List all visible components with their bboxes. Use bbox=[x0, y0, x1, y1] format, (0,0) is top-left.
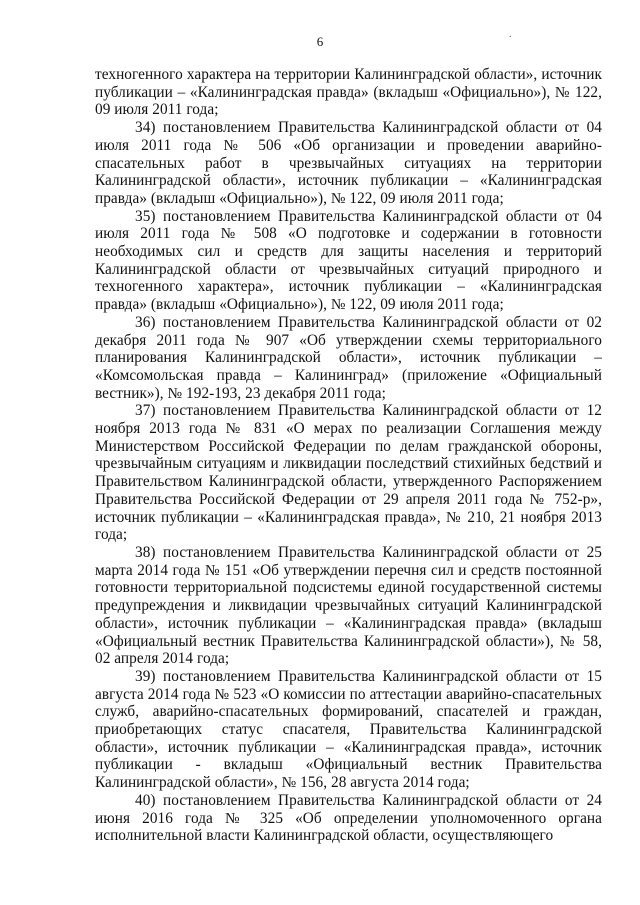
paragraph-item-37: 37) постановлением Правительства Калининградской области от 12 ноября 2013 года № 831 «О мерах по реализации Соглашения между Министерством Российской Федерации по делам гражданской обороны, чрезвычайным ситуациям и ликвидации последствий стихийных бедствий и Правительством Калининградской области, утвержденного Распоряжением Правительства Российской Федерации от 29 апреля 2011 года № 752-р», источник публикации – «Калининградская правда», № 210, 21 ноября 2013 года; bbox=[95, 402, 602, 544]
paragraph-continuation-33: техногенного характера на территории Калининградской области», источник публикации – «Калининградская правда» (вкладыш «Официально»), № 122, 09 июля 2011 года; bbox=[95, 66, 602, 119]
paragraph-item-40: 40) постановлением Правительства Калининградской области от 24 июня 2016 года № 325 «Об определении уполномоченного органа исполнительной власти Калининградской области, осуществляющего bbox=[95, 791, 602, 845]
paragraph-item-38: 38) постановлением Правительства Калининградской области от 25 марта 2014 года № 151 «Об утверждении перечня сил и средств постоянной готовности территориальной подсистемы единой государственной системы предупреждения и ликвидации чрезвычайных ситуаций Калининградской области», источник публикации – «Калининградская правда» (вкладыш «Официальный вестник Правительства Калининградской области»), № 58, 02 апреля 2014 года; bbox=[95, 543, 602, 668]
page-number: 6 bbox=[316, 34, 324, 49]
paragraph-item-34: 34) постановлением Правительства Калининградской области от 04 июля 2011 года № 506 «Об организации и проведении аварийно-спасательных работ в чрезвычайных ситуациях на территории Калининградской области», источник публикации – «Калининградская правда» (вкладыш «Официально»), № 122, 09 июля 2011 года; bbox=[95, 119, 602, 207]
scan-mark: . bbox=[509, 29, 512, 40]
paragraph-item-36: 36) постановлением Правительства Калининградской области от 02 декабря 2011 года № 907 «Об утверждении схемы территориального планирования Калининградской области», источник публикации – «Комсомольская правда – Калининград» (приложение «Официальный вестник»), № 192-193, 23 декабря 2011 года; bbox=[95, 313, 602, 402]
document-body bbox=[95, 66, 602, 845]
paragraph-item-39: 39) постановлением Правительства Калининградской области от 15 августа 2014 года № 523 «О комиссии по аттестации аварийно-спасательных служб, аварийно-спасательных формирований, спасателей и граждан, приобретающих статус спасателя, Правительства Калининградской области», источник публикации – «Калининградская правда», источник публикации - вкладыш «Официальный вестник Правительства Калининградской области», № 156, 28 августа 2014 года; bbox=[95, 667, 602, 792]
paragraph-item-35: 35) постановлением Правительства Калининградской области от 04 июля 2011 года № 508 «О подготовке и содержании в готовности необходимых сил и средств для защиты населения и территорий Калининградской области от чрезвычайных ситуаций природного и техногенного характера», источник публикации – «Калининградская правда» (вкладыш «Официально»), № 122, 09 июля 2011 года; bbox=[95, 207, 602, 314]
